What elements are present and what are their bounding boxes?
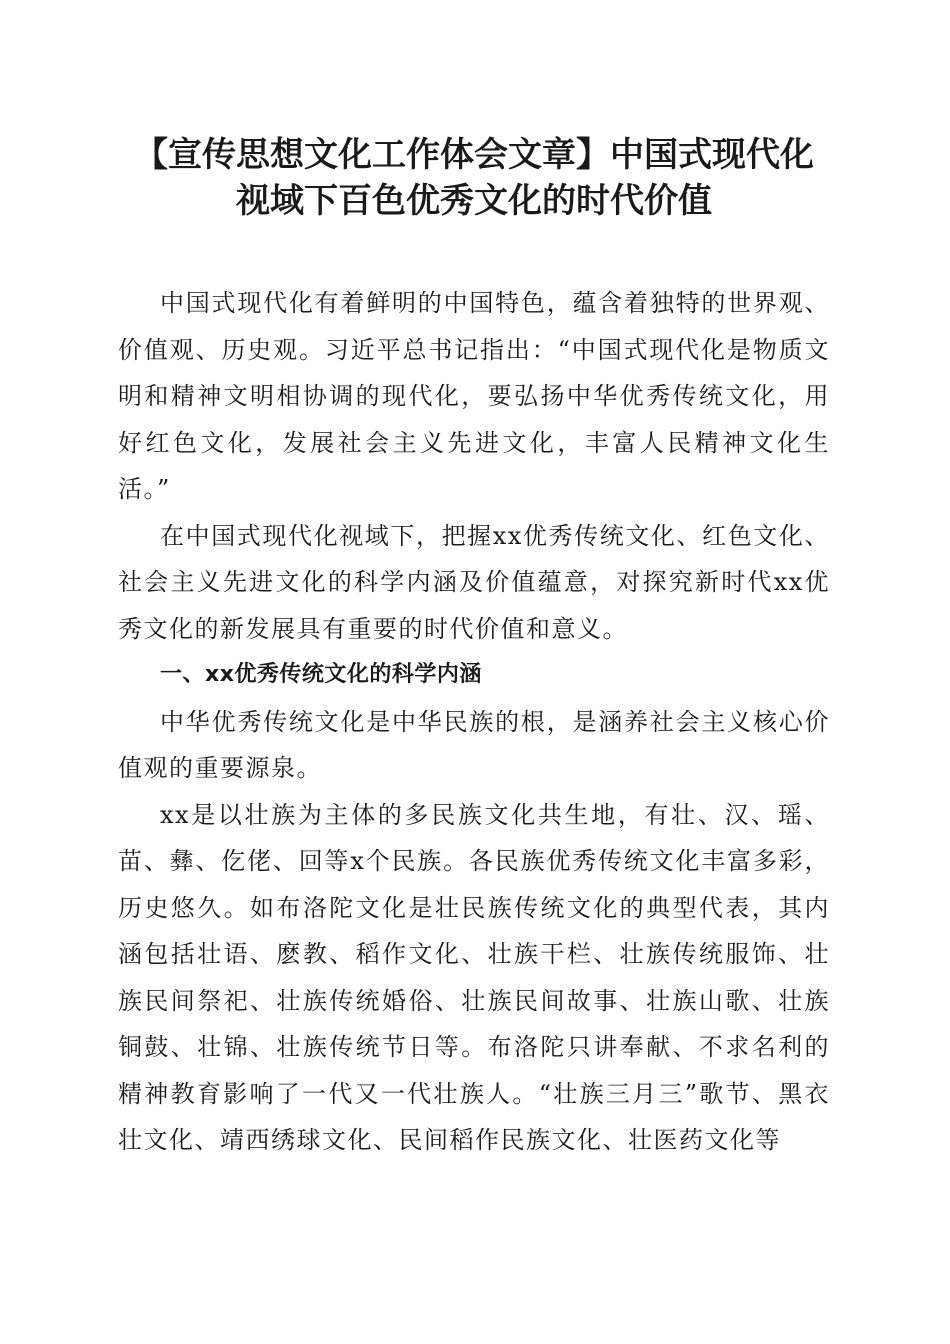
section-heading-1: 一、xx优秀传统文化的科学内涵 [160, 662, 482, 687]
document-body [118, 280, 830, 1164]
title-line-1: 【宣传思想文化工作体会文章】中国式现代化 [134, 135, 814, 175]
paragraph-section-1: 中华优秀传统文化是中华民族的根，是涵养社会主义核心价值观的重要源泉。 [118, 707, 830, 782]
document-title [118, 132, 830, 224]
paragraph-context: 在中国式现代化视域下，把握xx优秀传统文化、红色文化、社会主义先进文化的科学内涵及价值蕴意，对探究新时代xx优秀文化的新发展具有重要的时代价值和意义。 [118, 521, 830, 643]
paragraph-section-2: xx是以壮族为主体的多民族文化共生地，有壮、汉、瑶、苗、彝、仡佬、回等x个民族。各民族优秀传统文化丰富多彩，历史悠久。如布洛陀文化是壮民族传统文化的典型代表，其内涵包括壮语、麽教、稻作文化、壮族干栏、壮族传统服饰、壮族民间祭祀、壮族传统婚俗、壮族民间故事、壮族山歌、壮族铜鼓、壮锦、壮族传统节日等。布洛陀只讲奉献、不求名利的精神教育影响了一代又一代壮族人。“壮族三月三”歌节、黑衣壮文化、靖西绣球文化、民间稻作民族文化、壮医药文化等 [118, 800, 830, 1154]
document-page [118, 132, 830, 1164]
title-line-2: 视域下百色优秀文化的时代价值 [236, 181, 712, 221]
paragraph-intro: 中国式现代化有着鲜明的中国特色，蕴含着独特的世界观、价值观、历史观。习近平总书记指出：“中国式现代化是物质文明和精神文明相协调的现代化，要弘扬中华优秀传统文化，用好红色文化，发展社会主义先进文化，丰富人民精神文化生活。” [118, 289, 830, 503]
